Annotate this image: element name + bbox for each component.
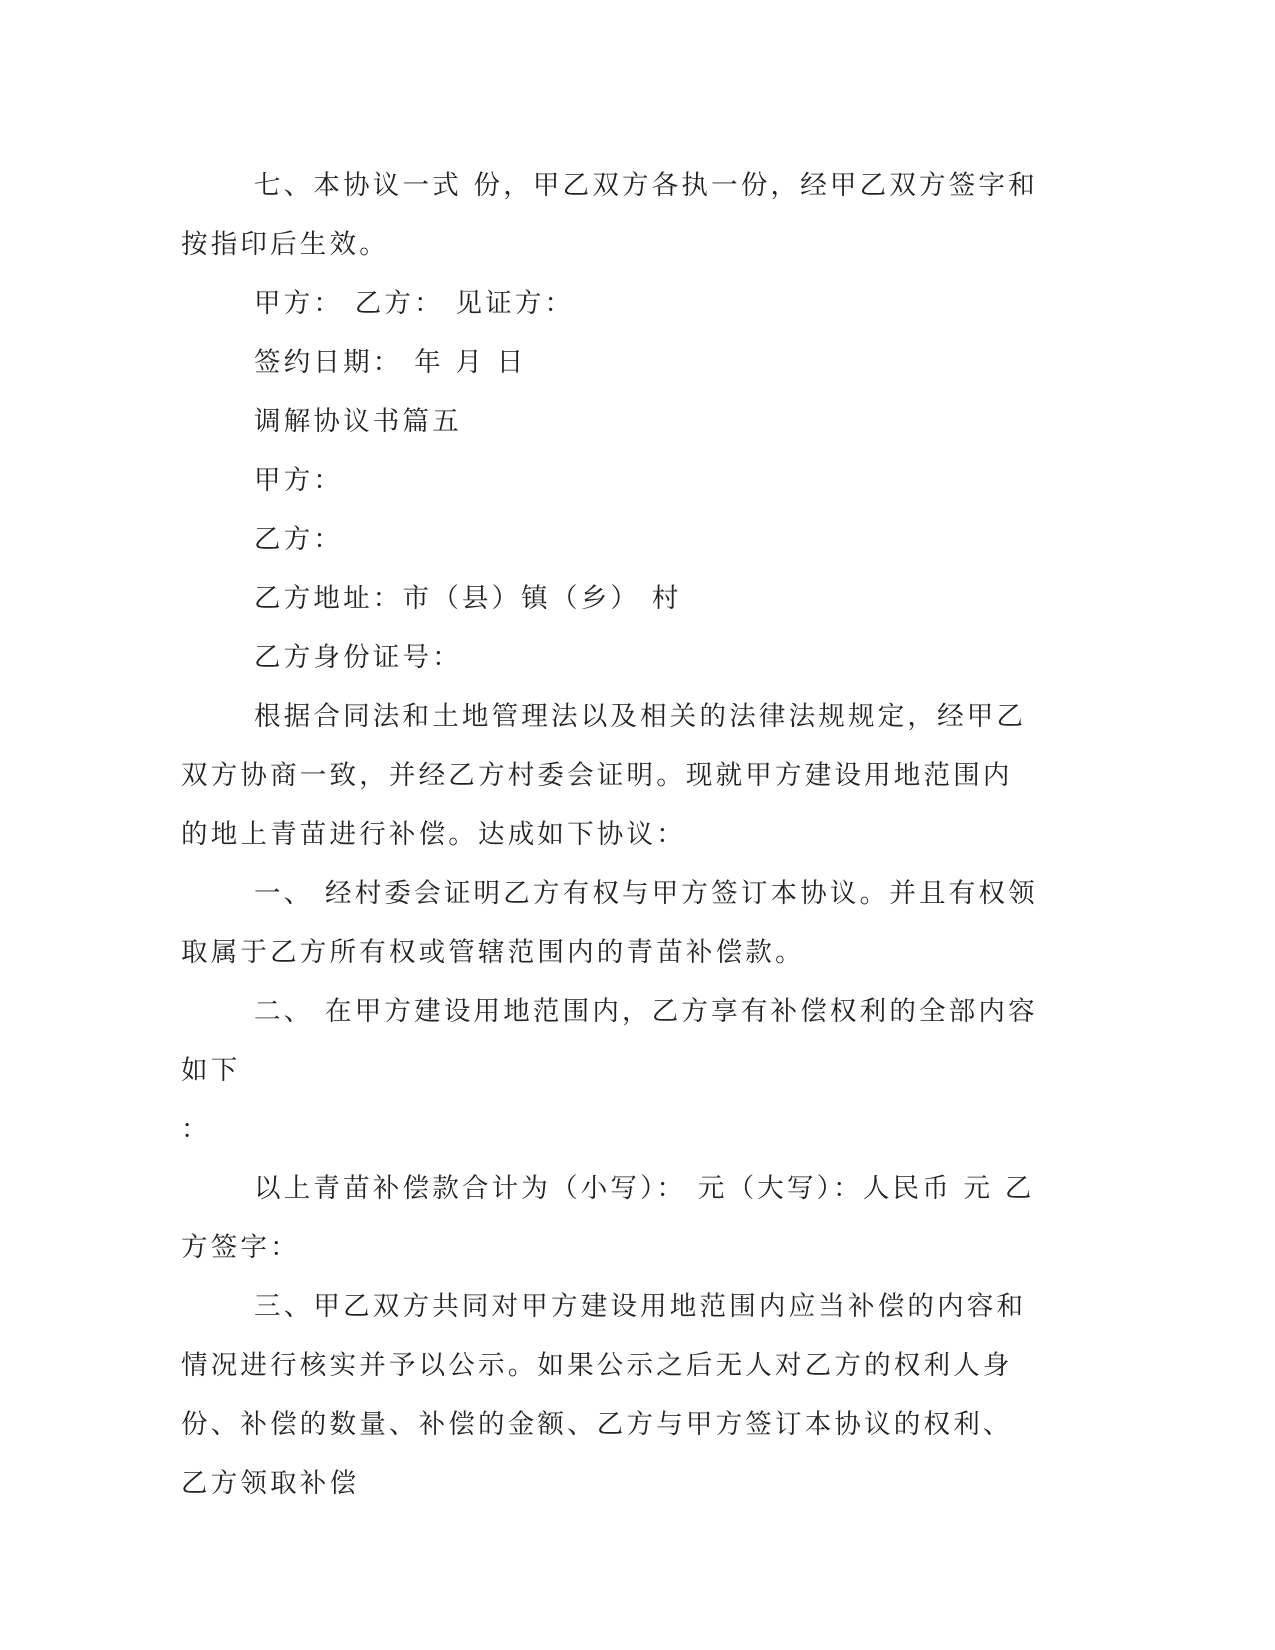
- compensation-total-paragraph: 以上青苗补偿款合计为（小写）： 元（大写）：人民币 元 乙方签字：: [181, 1173, 1035, 1263]
- clause-two-paragraph: 二、 在甲方建设用地范围内，乙方享有补偿权利的全部内容如下: [181, 996, 1038, 1086]
- party-b-address-line: 乙方地址：市（县）镇（乡） 村: [254, 583, 682, 614]
- signature-parties-line: 甲方： 乙方： 见证方：: [254, 288, 575, 319]
- clause-one-paragraph: 一、 经村委会证明乙方有权与甲方签订本协议。并且有权领取属于乙方所有权或管辖范围内的青苗补偿款。: [181, 878, 1038, 968]
- clause-two-colon-line: ：: [181, 1114, 211, 1145]
- party-b-id-line: 乙方身份证号：: [254, 642, 462, 673]
- document-body: [181, 156, 1041, 1513]
- clause-three-paragraph: 三、甲乙双方共同对甲方建设用地范围内应当补偿的内容和情况进行核实并予以公示。如果公示之后无人对乙方的权利人身份、补偿的数量、补偿的金额、乙方与甲方签订本协议的权利、乙方领取补偿: [181, 1291, 1027, 1499]
- party-b-line: 乙方：: [254, 524, 344, 555]
- clause-seven-paragraph: 七、本协议一式 份，甲乙双方各执一份，经甲乙双方签字和按指印后生效。: [181, 170, 1038, 260]
- party-a-line: 甲方：: [254, 465, 344, 496]
- signing-date-line: 签约日期： 年 月 日: [254, 347, 527, 378]
- preamble-paragraph: 根据合同法和土地管理法以及相关的法律法规规定，经甲乙双方协商一致，并经乙方村委会证明。现就甲方建设用地范围内的地上青苗进行补偿。达成如下协议：: [181, 701, 1027, 850]
- section-heading: 调解协议书篇五: [254, 406, 462, 437]
